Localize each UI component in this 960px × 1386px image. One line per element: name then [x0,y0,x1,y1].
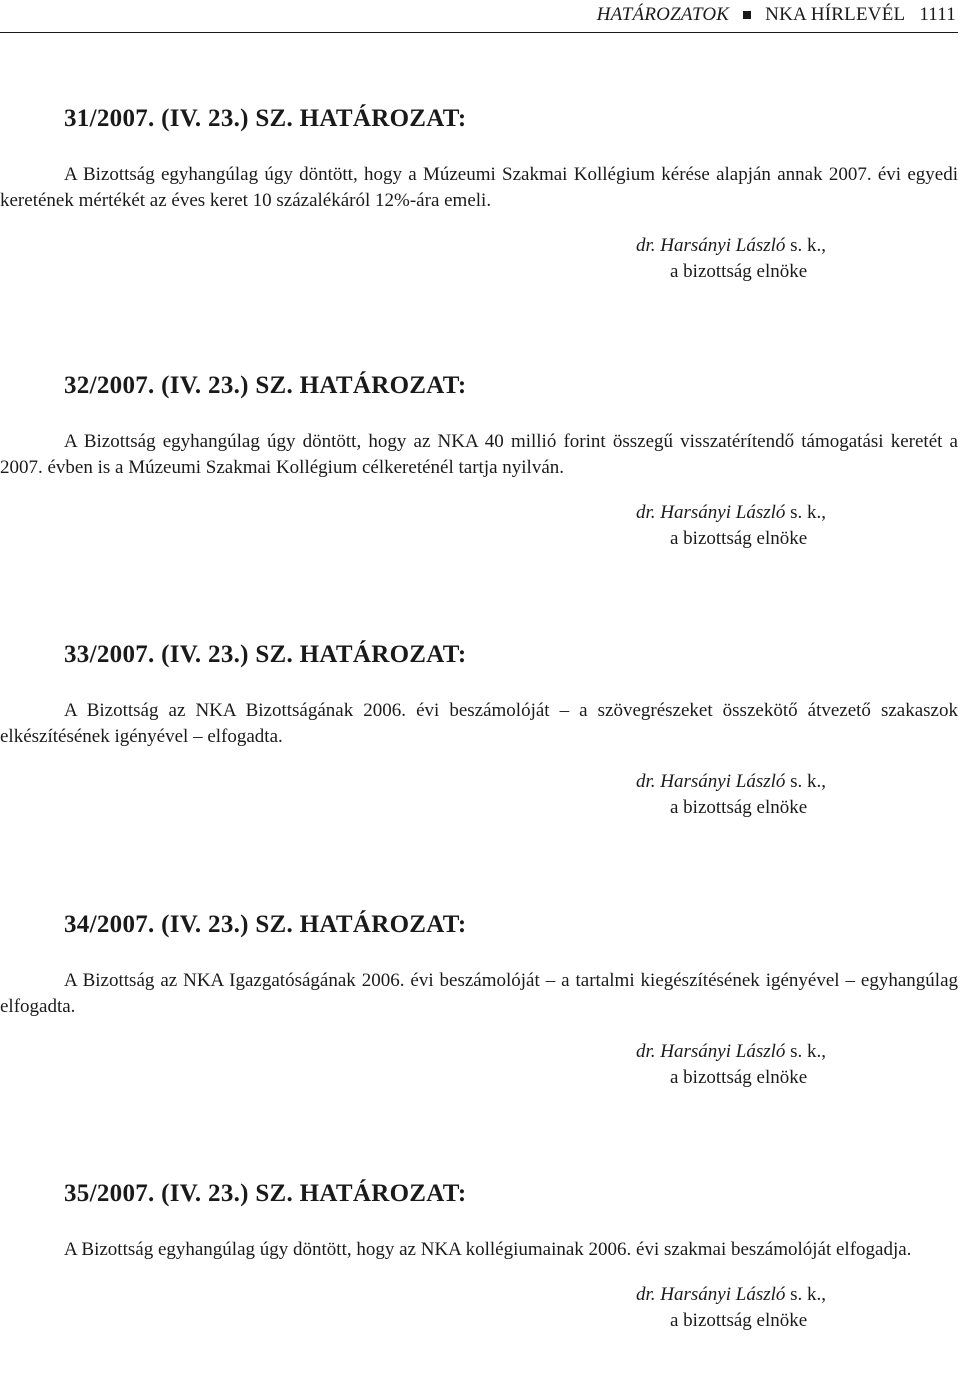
signer-name: dr. Harsányi László [636,502,786,523]
signer-name: dr. Harsányi László [636,1041,786,1062]
resolution-title: 31/2007. (IV. 23.) SZ. HATÁROZAT: [64,105,467,132]
signer-title: a bizottság elnöke [670,261,808,282]
signature-block [636,769,958,821]
resolution-body: A Bizottság egyhangúlag úgy döntött, hogy a Múzeumi Szakmai Kollégium kérése alapján annak 2007. évi egyedi keretének mértékét az éves keret 10 százalékáról 12%-ára emeli. [0,164,958,211]
resolution-title: 33/2007. (IV. 23.) SZ. HATÁROZAT: [64,641,467,668]
signer-title: a bizottság elnöke [670,1067,808,1088]
resolution-title: 34/2007. (IV. 23.) SZ. HATÁROZAT: [64,911,467,938]
signer-suffix: s. k., [790,1041,827,1062]
resolution-33 [0,640,958,821]
signer-title: a bizottság elnöke [670,1310,808,1331]
header-page-number: 1111 [919,4,956,25]
header-section: HATÁROZATOK [596,4,730,25]
signer-title: a bizottság elnöke [670,528,808,549]
signer-suffix: s. k., [790,771,827,792]
signer-suffix: s. k., [790,502,827,523]
signature-block [636,233,958,285]
signature-block [636,1282,958,1334]
resolution-35 [0,1179,958,1334]
resolution-title: 35/2007. (IV. 23.) SZ. HATÁROZAT: [64,1180,467,1207]
resolution-34 [0,910,958,1091]
header-publication: NKA HÍRLEVÉL [765,4,906,25]
header-divider [0,32,958,33]
resolution-body: A Bizottság az NKA Igazgatóságának 2006. évi beszámolóját – a tartalmi kiegészítésének igényével – egyhangúlag elfogadta. [0,970,958,1017]
signer-name: dr. Harsányi László [636,1284,786,1305]
resolution-31 [0,104,958,285]
signer-suffix: s. k., [790,1284,827,1305]
signer-suffix: s. k., [790,235,827,256]
signer-title: a bizottság elnöke [670,797,808,818]
signature-block [636,500,958,552]
signature-block [636,1039,958,1091]
resolution-body: A Bizottság egyhangúlag úgy döntött, hogy az NKA kollégiumainak 2006. évi szakmai beszámolóját elfogadja. [64,1239,912,1260]
resolution-body: A Bizottság az NKA Bizottságának 2006. évi beszámolóját – a szövegrészeket összekötő átvezető szakaszok elkészítésének igényével – elfogadta. [0,700,958,747]
resolution-body: A Bizottság egyhangúlag úgy döntött, hogy az NKA 40 millió forint összegű visszatérítendő támogatási keretét a 2007. évben is a Múzeumi Szakmai Kollégium célkereténél tartja nyilván. [0,431,958,478]
running-header [597,4,956,26]
signer-name: dr. Harsányi László [636,235,786,256]
signer-name: dr. Harsányi László [636,771,786,792]
square-bullet-icon [743,11,751,19]
resolution-32 [0,371,958,552]
resolution-title: 32/2007. (IV. 23.) SZ. HATÁROZAT: [64,372,467,399]
